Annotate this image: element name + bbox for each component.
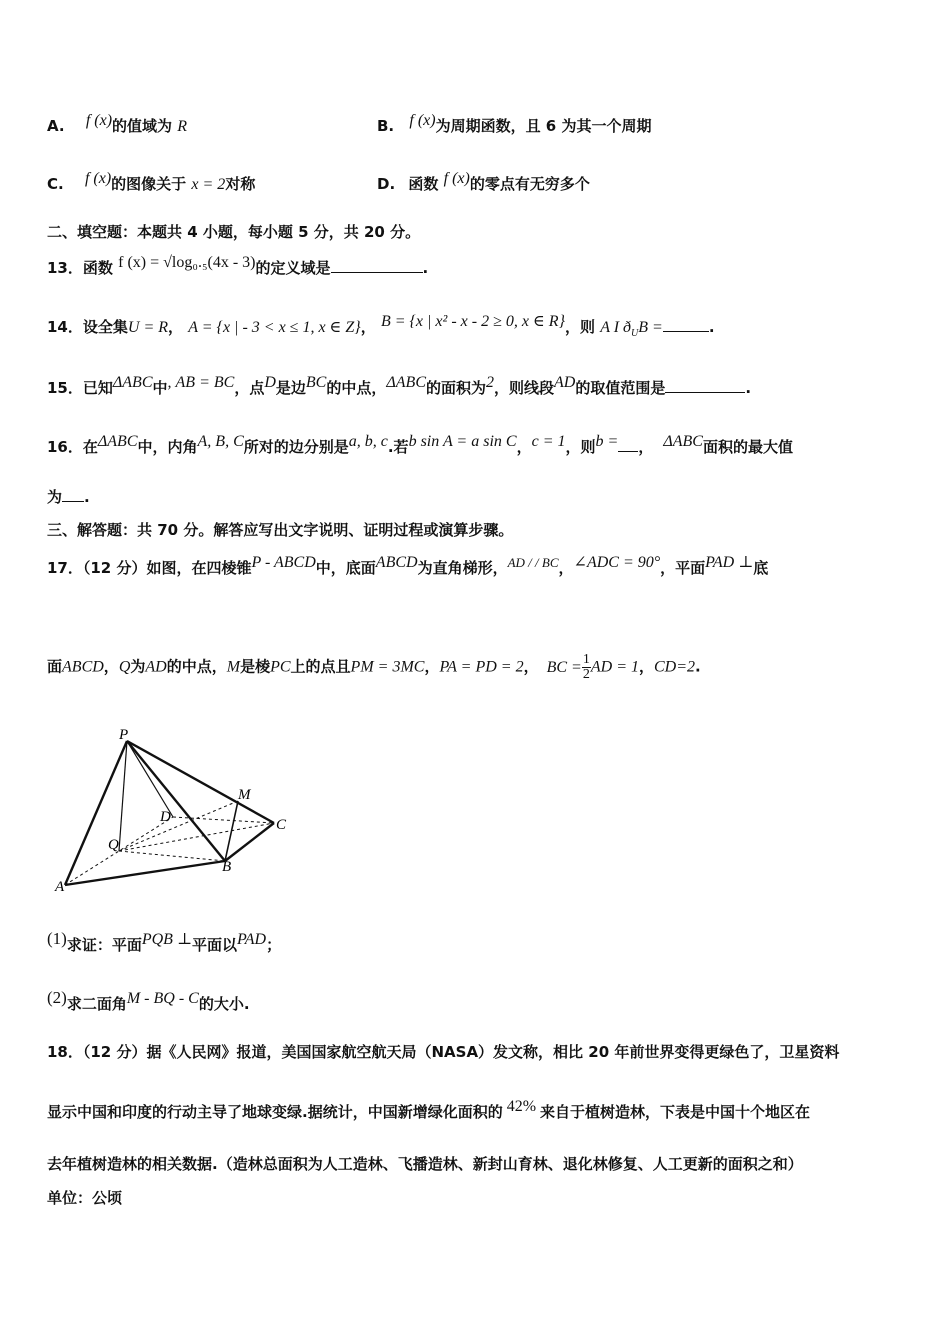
pyramid-figure xyxy=(50,725,300,895)
q17-l2-t5: 上的点且 xyxy=(290,657,351,676)
q17-l2-t8: ， xyxy=(638,657,654,676)
q17-part1-t1: 平面以 xyxy=(192,936,238,954)
segment-qb xyxy=(119,851,225,861)
edge-pb xyxy=(127,741,225,861)
option-b-label: B. xyxy=(377,117,395,135)
q17-l1-t1: 中，底面 xyxy=(315,559,376,577)
q16-t4: ， xyxy=(516,438,532,456)
q17-l1-m2: ABCD xyxy=(375,554,418,571)
q16-t1: 中，内角 xyxy=(137,438,198,456)
section-3-heading: 三、解答题：共 70 分。解答应写出文字说明、证明过程或演算步骤。 xyxy=(47,521,514,539)
q18-number: 18． xyxy=(47,1043,83,1061)
q17-l1-t4: ，平面 xyxy=(660,559,706,577)
q17-l2-t1: ， xyxy=(103,657,119,676)
q13-pre: 函数 xyxy=(82,259,113,277)
q15-m2: , AB = BC xyxy=(167,374,235,391)
q16-answer-blank-area[interactable] xyxy=(62,489,84,502)
q16-t7: 面积的最大值 xyxy=(702,438,793,456)
section-2-heading: 二、填空题：本题共 4 小题，每小题 5 分，共 20 分。 xyxy=(47,223,421,241)
q17-l1-m1: P - ABCD xyxy=(251,554,316,571)
label-b: B xyxy=(222,859,232,875)
q17-number: 17． xyxy=(47,559,83,577)
q17-part-2 xyxy=(47,988,250,1014)
q17-l2-m9: AD = 1 xyxy=(590,658,639,676)
q17-l2-m2: Q xyxy=(118,658,131,676)
q17-l1-t3: ， xyxy=(558,559,574,577)
q17-l1-m4: ∠ADC = 90° xyxy=(573,554,661,571)
q17-l2-t6: ， xyxy=(424,657,440,676)
q16-end: . xyxy=(84,488,90,506)
segment-qm xyxy=(119,801,238,851)
option-d xyxy=(377,170,590,194)
q13-math: f (x) = √log₀.₅(4x - 3) xyxy=(118,254,256,271)
q17-l2-m8: BC = xyxy=(546,658,582,676)
q15-pre: 已知 xyxy=(82,379,113,397)
q16-m3: a, b, c xyxy=(348,433,388,450)
q13-answer-blank[interactable] xyxy=(331,260,423,273)
q17-l2-t2: 为 xyxy=(130,657,146,676)
q17-part1-m1: PQB ⊥ xyxy=(141,931,192,948)
q15-t3: 是边 xyxy=(275,379,306,397)
q13-post: 的定义域是 xyxy=(255,259,331,277)
q16-m2: A, B, C xyxy=(197,433,244,450)
q16-m5: c = 1 xyxy=(531,433,566,450)
q15-end: . xyxy=(745,379,752,397)
q17-fraction xyxy=(582,653,591,682)
q17-l1-t0: （12 分）如图，在四棱锥 xyxy=(82,559,252,577)
q17-l2-t9: . xyxy=(695,657,701,676)
q17-l1-t5: 底 xyxy=(753,559,769,577)
question-18-line2 xyxy=(47,1098,811,1122)
q17-l2-m5: PC xyxy=(270,658,291,676)
label-c: C xyxy=(276,817,287,833)
q15-m1: ΔABC xyxy=(112,374,153,391)
q17-fraction-denominator: 2 xyxy=(582,667,590,682)
q15-number: 15． xyxy=(47,379,83,397)
q17-l2-t0: 面 xyxy=(47,657,63,676)
q18-l1: （12 分）据《人民网》报道，美国国家航空航天局（NASA）发文称，相比 20 年前世界变得更绿色了，卫星资料 xyxy=(82,1043,840,1061)
q16-m1: ΔABC xyxy=(97,433,138,450)
q15-m5: ΔABC xyxy=(386,374,426,391)
option-a-math2: R xyxy=(177,118,188,135)
option-c-math: f (x) xyxy=(84,170,112,187)
option-c xyxy=(47,170,256,194)
q16-t3: .若 xyxy=(387,438,409,456)
label-d: D xyxy=(160,809,171,825)
q15-answer-blank[interactable] xyxy=(665,380,745,393)
q17-part2-t0: 求二面角 xyxy=(66,995,127,1013)
q17-l2-m10: CD=2 xyxy=(654,658,696,676)
option-d-text: 的零点有无穷多个 xyxy=(469,175,590,193)
q14-pre: 设全集 xyxy=(82,318,128,336)
label-m: M xyxy=(238,787,251,803)
q16-pre: 在 xyxy=(82,438,98,456)
q17-l2-m7: PA = PD = 2 xyxy=(439,658,524,676)
option-d-label: D. xyxy=(377,175,396,193)
option-c-text2: 对称 xyxy=(225,175,256,193)
option-c-math2: x = 2 xyxy=(191,176,226,193)
option-a xyxy=(47,112,188,136)
option-c-label: C. xyxy=(47,175,64,193)
question-17-line1 xyxy=(47,554,769,578)
q18-l2-math: 42% xyxy=(506,1098,537,1115)
q17-part1-t0: 求证：平面 xyxy=(66,936,142,954)
option-d-pre: 函数 xyxy=(408,175,439,193)
q15-t1: 中 xyxy=(152,379,168,397)
label-p: P xyxy=(119,727,129,743)
option-a-text: 的值域为 xyxy=(112,117,173,135)
q17-fraction-numerator: 1 xyxy=(582,652,590,667)
label-a: A xyxy=(55,879,65,895)
q17-part-1 xyxy=(47,929,282,955)
q16-line2: 为 xyxy=(47,488,63,506)
question-16 xyxy=(47,433,793,457)
q16-number: 16． xyxy=(47,438,83,456)
q15-t2: ，点 xyxy=(234,379,265,397)
q17-l1-m3: AD / / BC xyxy=(507,555,559,570)
q14-math-u: U = R xyxy=(127,319,169,336)
question-15 xyxy=(47,374,752,398)
q13-number: 13． xyxy=(47,259,83,277)
q17-l2-m3: AD xyxy=(145,658,167,676)
q17-part2-index: (2) xyxy=(47,988,67,1007)
q17-part1-m2: PAD xyxy=(237,931,267,948)
q15-m3: D xyxy=(264,374,276,391)
q17-l2-m1: ABCD xyxy=(62,658,104,676)
q17-l1-t2: 为直角梯形， xyxy=(417,559,508,577)
option-d-math: f (x) xyxy=(443,170,470,187)
q17-l2-t7: ， xyxy=(523,657,539,676)
q15-m6: 2 xyxy=(486,374,494,391)
q17-part1-index: (1) xyxy=(47,929,67,948)
question-18-line1 xyxy=(47,1041,839,1062)
option-a-math: f (x) xyxy=(85,112,113,129)
q17-part2-m1: M - BQ - C xyxy=(126,990,199,1007)
question-18-unit: 单位：公顷 xyxy=(47,1189,123,1207)
q17-l2-t4: 是棱 xyxy=(240,657,271,676)
q13-end: . xyxy=(422,259,429,277)
q17-part2-t1: 的大小. xyxy=(198,995,250,1013)
label-q: Q xyxy=(108,837,119,853)
q14-number: 14． xyxy=(47,318,83,336)
q15-t6: ，则线段 xyxy=(494,379,555,397)
question-13 xyxy=(47,254,429,278)
q16-m6: b = xyxy=(595,433,619,450)
question-17-line2 xyxy=(47,653,701,682)
option-b-text: 为周期函数，且 6 为其一个周期 xyxy=(435,117,652,135)
option-b-math: f (x) xyxy=(409,112,436,129)
question-16-line2 xyxy=(47,486,90,507)
q15-t4: 的中点， xyxy=(326,379,387,397)
q17-l2-m4: M xyxy=(226,658,241,676)
q14-math-b: B = {x | x² - x - 2 ≥ 0, x ∈ R} xyxy=(380,313,565,330)
q18-l2-pre: 显示中国和印度的行动主导了地球变绿.据统计，中国新增绿化面积的 xyxy=(47,1103,503,1121)
q14-mid: ，则 xyxy=(564,318,595,336)
q14-math-res2: B = xyxy=(638,319,663,336)
option-b xyxy=(377,112,652,136)
q16-t2: 所对的边分别是 xyxy=(243,438,349,456)
q15-m4: BC xyxy=(305,374,327,391)
q17-l2-t3: 的中点， xyxy=(166,657,227,676)
q14-sub: U xyxy=(631,328,639,339)
option-a-label: A. xyxy=(47,117,65,135)
q15-t7: 的取值范围是 xyxy=(575,379,666,397)
question-14: 14．设全集U = R， A = {x | - 3 < x ≤ 1, x ∈ Z}， B = {x | x² - x - 2 ≥ 0, x ∈ R}，则 A I $ð_UB$ = . xyxy=(47,313,715,339)
q16-t6: ， xyxy=(638,438,654,456)
q14-end: . xyxy=(708,318,715,336)
option-c-text: 的图像关于 xyxy=(111,175,187,193)
edge-pa xyxy=(65,741,127,885)
question-18-line3: 去年植树造林的相关数据.（造林总面积为人工造林、飞播造林、新封山育林、退化林修复、人工更新的面积之和） xyxy=(47,1155,803,1173)
q16-m7: ΔABC xyxy=(663,433,703,450)
q15-m7: AD xyxy=(554,374,576,391)
q17-part1-t2: ； xyxy=(266,936,282,954)
edge-pd xyxy=(127,741,173,817)
q16-t5: ，则 xyxy=(565,438,596,456)
q16-answer-blank-b[interactable] xyxy=(618,439,638,452)
q14-answer-blank[interactable] xyxy=(663,319,709,332)
edge-ab xyxy=(65,861,225,885)
q15-t5: 的面积为 xyxy=(425,379,486,397)
q17-l2-m6: PM = 3MC xyxy=(350,658,425,676)
q17-l1-m5: PAD ⊥ xyxy=(705,554,754,571)
q18-l2-post: 来自于植树造林，下表是中国十个地区在 xyxy=(540,1103,811,1121)
q14-math-a: A = {x | - 3 < x ≤ 1, x ∈ Z} xyxy=(188,319,361,336)
edge-pc xyxy=(127,741,274,823)
q16-m4: b sin A = a sin C xyxy=(408,433,517,450)
q14-math-res: A I ð xyxy=(600,319,632,336)
